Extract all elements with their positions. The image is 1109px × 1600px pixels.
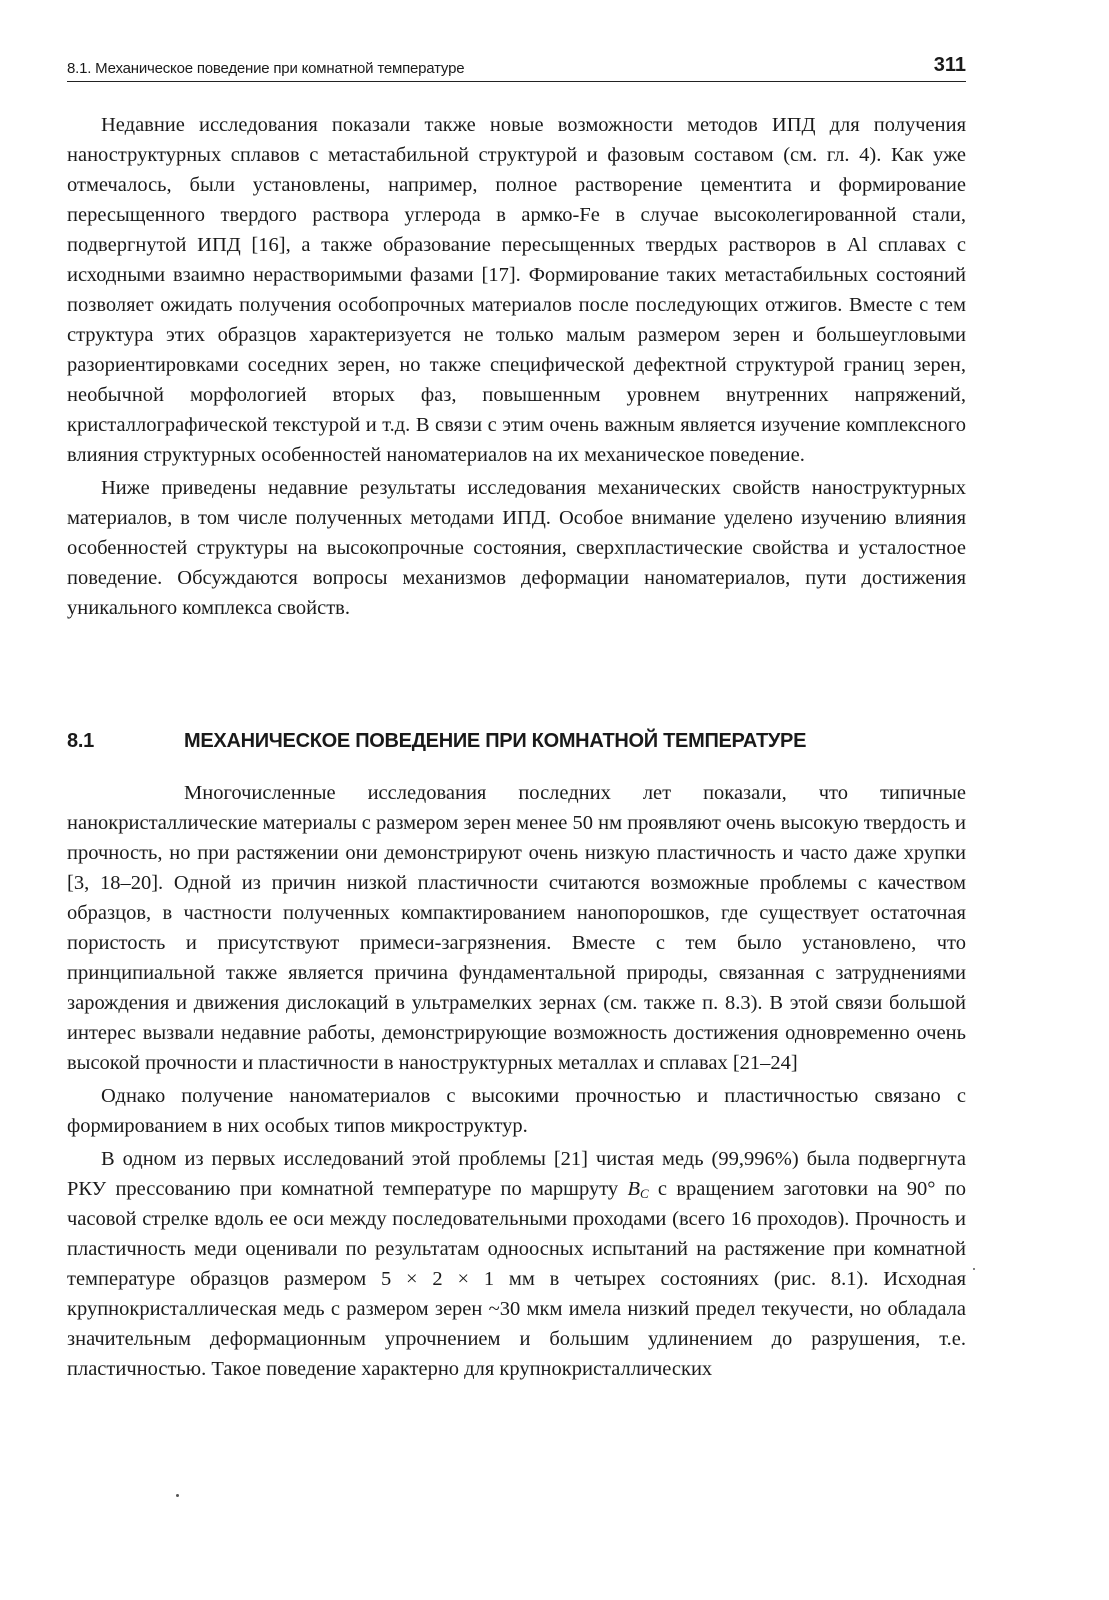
section-text xyxy=(67,778,966,1384)
intro-paragraph-2: Ниже приведены недавние результаты исследования механических свойств наноструктурных материалов, в том числе полученных методами ИПД. Особое внимание уделено изучению влияния особенностей структуры на высокопрочные состояния, сверхпластические свойства и усталостное поведение. Обсуждаются вопросы механизмов деформации наноматериалов, пути достижения уникального комплекса свойств. xyxy=(67,477,966,619)
page-number: 311 xyxy=(933,54,966,76)
section-paragraph-1: Многочисленные исследования последних лет показали, что типичные нанокристаллические материалы с размером зерен менее 50 нм проявляют очень высокую твердость и прочность, но при растяжении они демонстрируют очень низкую пластичность и часто даже хрупки [3, 18–20]. Одной из причин низкой пластичности считаются возможные проблемы с качеством образцов, в частности полученных компактированием нанопорошков, где существует остаточная пористость и присутствуют примеси-загрязнения. Вместе с тем было установлено, что принципиальной также является причина фундаментальной природы, связанная с затруднениями зарождения и движения дислокаций в ультрамелких зернах (см. также п. 8.3). В этой связи большой интерес вызвали недавние работы, демонстрирующие возможность достижения одновременно очень высокой прочности и пластичности в наноструктурных металлах и сплавах [21–24] xyxy=(67,782,966,1074)
route-symbol: $B_C$ xyxy=(627,1178,649,1201)
running-title: 8.1. Механическое поведение при комнатной температуре xyxy=(67,60,465,77)
section-paragraph-3 xyxy=(67,1144,966,1384)
section-paragraph-2: Однако получение наноматериалов с высокими прочностью и пластичностью связано с формированием в них особых типов микроструктур. xyxy=(67,1085,966,1137)
running-header xyxy=(67,54,966,82)
paragraph-3-start: В одном из первых исследований этой проблемы [21] чистая медь (99,996%) была подвергнута РКУ прессованию при комнатной температуре по маршруту xyxy=(67,1148,966,1200)
scan-speck xyxy=(973,1268,975,1270)
paragraph-3-end: с вращением заготовки на 90° по часовой стрелке вдоль ее оси между последовательными проходами (всего 16 проходов). Прочность и пластичность меди оценивали по результатам одноосных испытаний на растяжение при комнатной температуре образцов размером 5 × 2 × 1 мм в четырех состояниях (рис. 8.1). Исходная крупнокристаллическая медь с размером зерен ~30 мкм имела низкий предел текучести, но обладала значительным деформационным упрочнением и большим удлинением до разрушения, т.е. пластичностью. Такое поведение характерно для крупнокристаллических xyxy=(67,1178,966,1380)
intro-text xyxy=(67,110,966,623)
section-title: МЕХАНИЧЕСКОЕ ПОВЕДЕНИЕ ПРИ КОМНАТНОЙ ТЕМПЕРАТУРЕ xyxy=(184,730,807,752)
section-heading xyxy=(67,730,966,753)
section-number: 8.1 xyxy=(67,730,94,752)
intro-paragraph-1: Недавние исследования показали также новые возможности методов ИПД для получения наноструктурных сплавов с метастабильной структурой и фазовым составом (см. гл. 4). Как уже отмечалось, были установлены, например, полное растворение цементита и формирование пересыщенного твердого раствора углерода в армко-Fe в случае высоколегированной стали, подвергнутой ИПД [16], а также образование пересыщенных твердых растворов в Al сплавах с исходными взаимно нерастворимыми фазами [17]. Формирование таких метастабильных состояний позволяет ожидать получения особопрочных материалов после последующих отжигов. Вместе с тем структура этих образцов характеризуется не только малым размером зерен и большеугловыми разориентировками соседних зерен, но также специфической дефектной структурой границ зерен, необычной морфологией вторых фаз, повышенным уровнем внутренних напряжений, кристаллографической текстурой и т.д. В связи с этим очень важным является изучение комплексного влияния структурных особенностей наноматериалов на их механическое поведение. xyxy=(67,114,966,466)
scan-speck xyxy=(176,1494,179,1497)
